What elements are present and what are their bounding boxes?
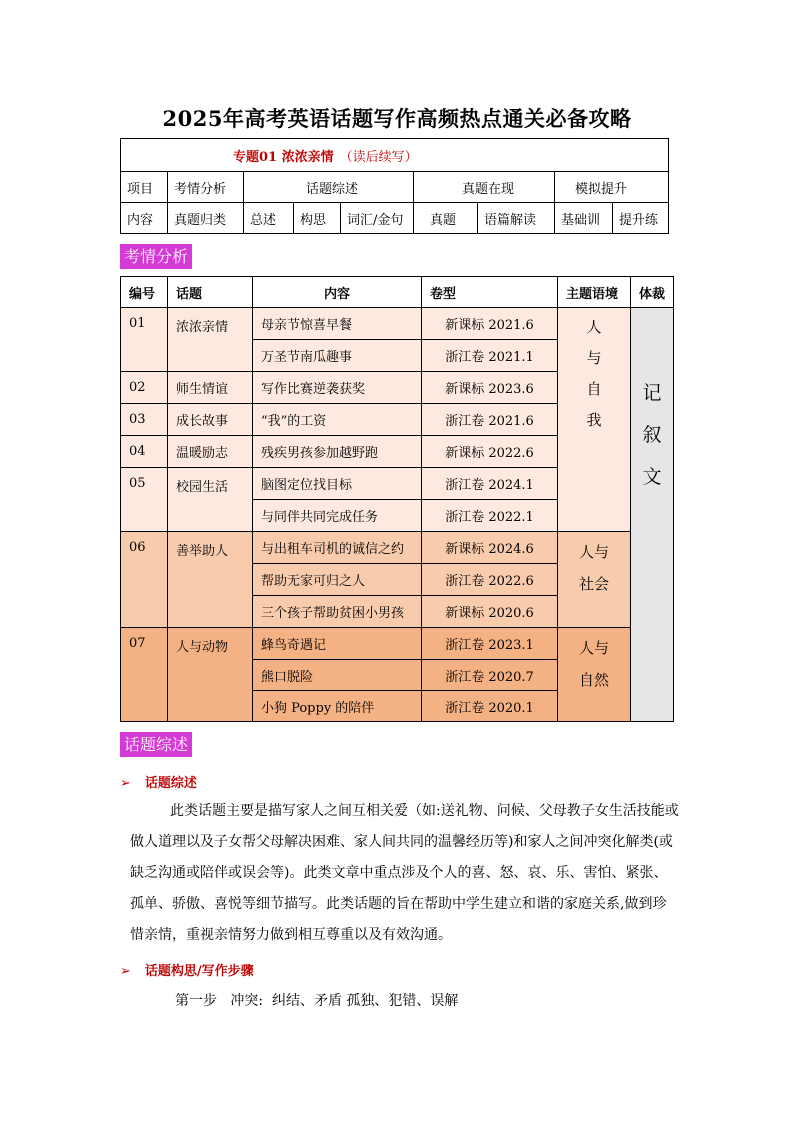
row-num: 06: [121, 532, 168, 628]
nav-real-exam[interactable]: 真题在现: [414, 172, 555, 203]
row-content: 残疾男孩参加越野跑: [253, 436, 422, 468]
nav-basic[interactable]: 基础训: [555, 203, 613, 233]
row-paper: 新课标 2021.6: [422, 308, 558, 340]
topic-title: 专题01 浓浓亲情: [233, 149, 334, 165]
para-line: 此类话题主要是描写家人之间互相关爱（如:送礼物、问候、父母教子女生活技能或: [170, 803, 679, 819]
nav-idea[interactable]: 构思: [294, 203, 341, 233]
row-topic: 善举助人: [168, 532, 253, 628]
row-paper: 浙江卷 2021.6: [422, 404, 558, 436]
genre-char: 文: [642, 466, 662, 488]
row-paper: 新课标 2023.6: [422, 372, 558, 404]
row-topic: 人与动物: [168, 628, 253, 721]
nav-row2-label: 内容: [121, 203, 168, 233]
genre-char: 记: [642, 382, 662, 404]
row-paper: 浙江卷 2020.1: [422, 691, 558, 721]
row-paper: 新课标 2020.6: [422, 596, 558, 628]
col-header-content: 内容: [253, 277, 422, 308]
row-content: “我”的工资: [253, 404, 422, 436]
row-paper: 浙江卷 2022.6: [422, 564, 558, 596]
row-topic: 校园生活: [168, 468, 253, 532]
section-heading-steps: [120, 960, 254, 979]
row-paper: 浙江卷 2020.7: [422, 660, 558, 691]
context-char: 自: [586, 380, 602, 398]
topic-table: [120, 276, 674, 722]
nav-reading[interactable]: 语篇解读: [478, 203, 555, 233]
context-society: [558, 532, 631, 628]
row-content: 与同伴共同完成任务: [253, 500, 422, 532]
row-topic: 成长故事: [168, 404, 253, 436]
section-badge-analysis: 考情分析: [120, 244, 192, 269]
page-title: 2025年高考英语话题写作高频热点通关必备攻略: [162, 106, 632, 131]
row-num: 07: [121, 628, 168, 721]
context-line: 人与: [578, 639, 609, 657]
para-line: 惜亲情，重视亲情努力做到相互尊重以及有效沟通。: [130, 927, 452, 943]
row-num: 05: [121, 468, 168, 532]
row-paper: 浙江卷 2024.1: [422, 468, 558, 500]
arrow-bullet-icon: ➢: [120, 776, 131, 791]
row-num: 02: [121, 372, 168, 404]
nav-exam[interactable]: 真题: [414, 203, 478, 233]
row-content: 蜂鸟奇遇记: [253, 628, 422, 660]
genre-char: 叙: [642, 424, 662, 446]
heading-text: 话题构思/写作步骤: [144, 964, 254, 979]
topic-subtitle: （读后续写）: [339, 149, 418, 165]
row-content: 与出租车司机的诚信之约: [253, 532, 422, 564]
nav-summary[interactable]: 总述: [244, 203, 294, 233]
context-line: 社会: [578, 575, 609, 593]
nav-classify[interactable]: 真题归类: [168, 203, 244, 233]
row-content: 帮助无家可归之人: [253, 564, 422, 596]
section-heading-overview: [120, 772, 197, 791]
para-line: 缺乏沟通或陪伴或误会等)。此类文章中重点涉及个人的喜、怒、哀、乐、害怕、紧张、: [130, 865, 668, 881]
context-char: 我: [586, 411, 602, 429]
nav-row1-label: 项目: [121, 172, 168, 203]
context-char: 人: [586, 318, 602, 336]
row-paper: 新课标 2022.6: [422, 436, 558, 468]
row-paper: 浙江卷 2023.1: [422, 628, 558, 660]
col-header-context: 主题语境: [558, 277, 631, 308]
col-header-paper: 卷型: [422, 277, 558, 308]
nav-analysis[interactable]: 考情分析: [168, 172, 244, 203]
row-paper: 浙江卷 2022.1: [422, 500, 558, 532]
row-paper: 新课标 2024.6: [422, 532, 558, 564]
nav-vocab[interactable]: 词汇/金句: [341, 203, 414, 233]
row-num: 03: [121, 404, 168, 436]
context-line: 自然: [578, 671, 609, 689]
para-line: 孤单、骄傲、喜悦等细节描写。此类话题的旨在帮助中学生建立和谐的家庭关系,做到珍: [130, 896, 667, 912]
arrow-bullet-icon: ➢: [120, 964, 131, 979]
section-badge-overview: 话题综述: [120, 732, 192, 757]
row-content: 写作比赛逆袭获奖: [253, 372, 422, 404]
row-num: 01: [121, 308, 168, 372]
topic-nav-table: [120, 138, 669, 234]
row-content: 小狗 Poppy 的陪伴: [253, 691, 422, 721]
context-char: 与: [586, 349, 602, 367]
col-header-topic: 话题: [168, 277, 253, 308]
row-topic: 温暖励志: [168, 436, 253, 468]
context-line: 人与: [578, 543, 609, 561]
step-one: 第一步 冲突: 纠结、矛盾 孤独、犯错、误解: [175, 993, 459, 1009]
context-nature: [558, 628, 631, 721]
topic-header: [121, 139, 668, 172]
context-self: [558, 308, 631, 532]
row-content: 熊口脱险: [253, 660, 422, 691]
row-content: 母亲节惊喜早餐: [253, 308, 422, 340]
row-content: 三个孩子帮助贫困小男孩: [253, 596, 422, 628]
row-num: 04: [121, 436, 168, 468]
row-content: 万圣节南瓜趣事: [253, 340, 422, 372]
col-header-num: 编号: [121, 277, 168, 308]
col-header-genre: 体裁: [631, 277, 673, 308]
row-topic: 师生情谊: [168, 372, 253, 404]
nav-overview[interactable]: 话题综述: [244, 172, 414, 203]
nav-advanced[interactable]: 提升练: [619, 212, 659, 228]
row-paper: 浙江卷 2021.1: [422, 340, 558, 372]
row-topic: 浓浓亲情: [168, 308, 253, 372]
row-content: 脑图定位找目标: [253, 468, 422, 500]
heading-text: 话题综述: [144, 776, 197, 791]
nav-practice[interactable]: 模拟提升: [555, 172, 668, 203]
para-line: 做人道理以及子女帮父母解决困难、家人间共同的温馨经历等)和家人之间冲突化解类(或: [130, 834, 673, 850]
overview-paragraph: [130, 796, 690, 951]
genre-cell: [631, 308, 673, 721]
